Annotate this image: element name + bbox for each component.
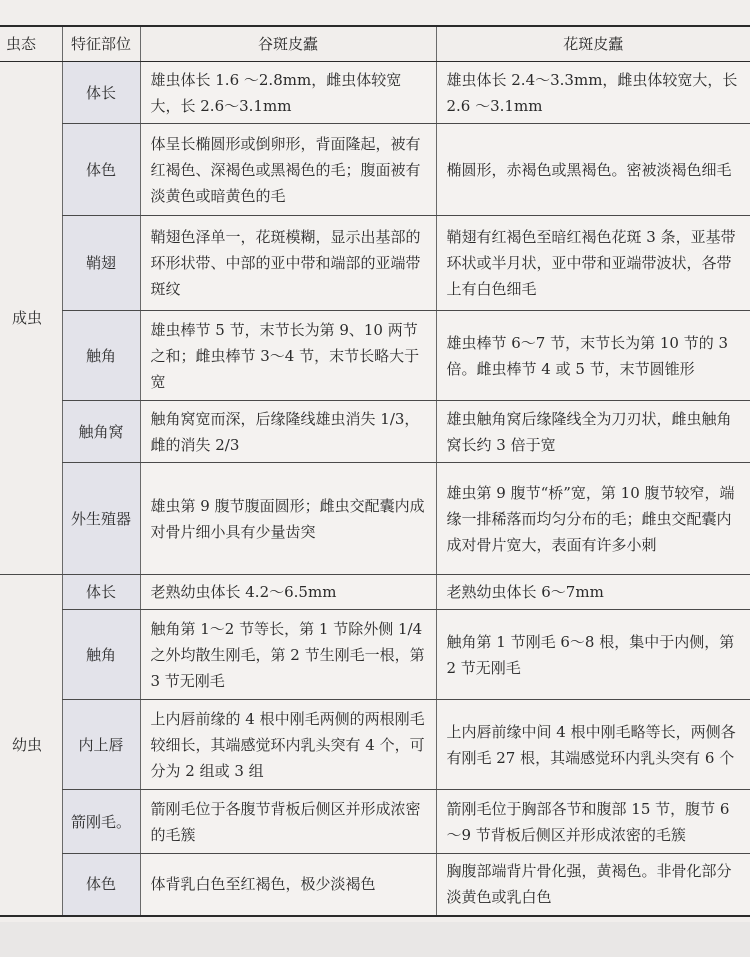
species-a-cell: 触角第 1～2 节等长，第 1 节除外侧 1/4 之外均散生刚毛，第 2 节生刚毛一根，第 3 节无刚毛 <box>140 610 436 700</box>
feature-cell: 鞘翅 <box>62 216 140 311</box>
table-row <box>0 854 750 916</box>
species-b-cell: 上内唇前缘中间 4 根中刚毛略等长，两侧各有刚毛 27 根，其端感觉环内乳头突有 6 个 <box>436 700 750 790</box>
species-b-cell: 椭圆形，赤褐色或黑褐色。密被淡褐色细毛 <box>436 124 750 216</box>
header-species-a: 谷斑皮蠹 <box>140 26 436 62</box>
species-b-cell: 鞘翅有红褐色至暗红褐色花斑 3 条，亚基带环状或半月状，亚中带和亚端带波状，各带上有白色细毛 <box>436 216 750 311</box>
table-row <box>0 700 750 790</box>
stage-label-adult: 成虫 <box>0 62 62 575</box>
table-row <box>0 216 750 311</box>
species-a-cell: 鞘翅色泽单一，花斑模糊，显示出基部的环形状带、中部的亚中带和端部的亚端带斑纹 <box>140 216 436 311</box>
species-b-cell: 雄虫棒节 6～7 节，末节长为第 10 节的 3 倍。雌虫棒节 4 或 5 节，末节圆锥形 <box>436 311 750 401</box>
table-row <box>0 311 750 401</box>
table-row <box>0 610 750 700</box>
species-a-cell: 体背乳白色至红褐色，极少淡褐色 <box>140 854 436 916</box>
feature-cell: 体长 <box>62 62 140 124</box>
species-a-cell: 雄虫第 9 腹节腹面圆形；雌虫交配囊内成对骨片细小具有少量齿突 <box>140 463 436 575</box>
table-row <box>0 124 750 216</box>
header-stage: 虫态 <box>0 26 62 62</box>
feature-cell: 触角 <box>62 610 140 700</box>
species-a-cell: 雄虫体长 1.6 ～2.8mm，雌虫体较宽大，长 2.6～3.1mm <box>140 62 436 124</box>
header-species-b: 花斑皮蠹 <box>436 26 750 62</box>
species-a-cell: 老熟幼虫体长 4.2～6.5mm <box>140 575 436 610</box>
feature-cell: 触角 <box>62 311 140 401</box>
table-row <box>0 62 750 124</box>
species-b-cell: 胸腹部端背片骨化强，黄褐色。非骨化部分淡黄色或乳白色 <box>436 854 750 916</box>
feature-cell: 外生殖器 <box>62 463 140 575</box>
table-row <box>0 463 750 575</box>
page-bottom-margin <box>0 922 750 957</box>
species-b-cell: 老熟幼虫体长 6～7mm <box>436 575 750 610</box>
species-b-cell: 雄虫第 9 腹节“桥”宽，第 10 腹节较窄，端缘一排稀落而均匀分布的毛；雌虫交配囊内成对骨片宽大，表面有许多小刺 <box>436 463 750 575</box>
species-b-cell: 触角第 1 节刚毛 6～8 根，集中于内侧，第 2 节无刚毛 <box>436 610 750 700</box>
species-b-cell: 箭刚毛位于胸部各节和腹部 15 节，腹节 6～9 节背板后侧区并形成浓密的毛簇 <box>436 790 750 854</box>
species-b-cell: 雄虫体长 2.4～3.3mm，雌虫体较宽大，长 2.6 ～3.1mm <box>436 62 750 124</box>
feature-cell: 体长 <box>62 575 140 610</box>
species-a-cell: 体呈长椭圆形或倒卵形，背面隆起，被有红褐色、深褐色或黑褐色的毛；腹面被有淡黄色或暗黄色的毛 <box>140 124 436 216</box>
table-row <box>0 401 750 463</box>
feature-cell: 箭刚毛。 <box>62 790 140 854</box>
species-a-cell: 触角窝宽而深，后缘隆线雄虫消失 1/3，雌的消失 2/3 <box>140 401 436 463</box>
feature-cell: 体色 <box>62 124 140 216</box>
table-row <box>0 790 750 854</box>
stage-label-larva: 幼虫 <box>0 575 62 916</box>
feature-cell: 触角窝 <box>62 401 140 463</box>
species-a-cell: 箭刚毛位于各腹节背板后侧区并形成浓密的毛簇 <box>140 790 436 854</box>
comparison-table <box>0 25 750 917</box>
species-b-cell: 雄虫触角窝后缘隆线全为刀刃状，雌虫触角窝长约 3 倍于宽 <box>436 401 750 463</box>
feature-cell: 内上唇 <box>62 700 140 790</box>
feature-cell: 体色 <box>62 854 140 916</box>
species-a-cell: 上内唇前缘的 4 根中刚毛两侧的两根刚毛较细长，其端感觉环内乳头突有 4 个，可分为 2 组或 3 组 <box>140 700 436 790</box>
header-feature: 特征部位 <box>62 26 140 62</box>
header-row <box>0 26 750 62</box>
species-a-cell: 雄虫棒节 5 节，末节长为第 9、10 两节之和；雌虫棒节 3～4 节，末节长略大于宽 <box>140 311 436 401</box>
table-row <box>0 575 750 610</box>
